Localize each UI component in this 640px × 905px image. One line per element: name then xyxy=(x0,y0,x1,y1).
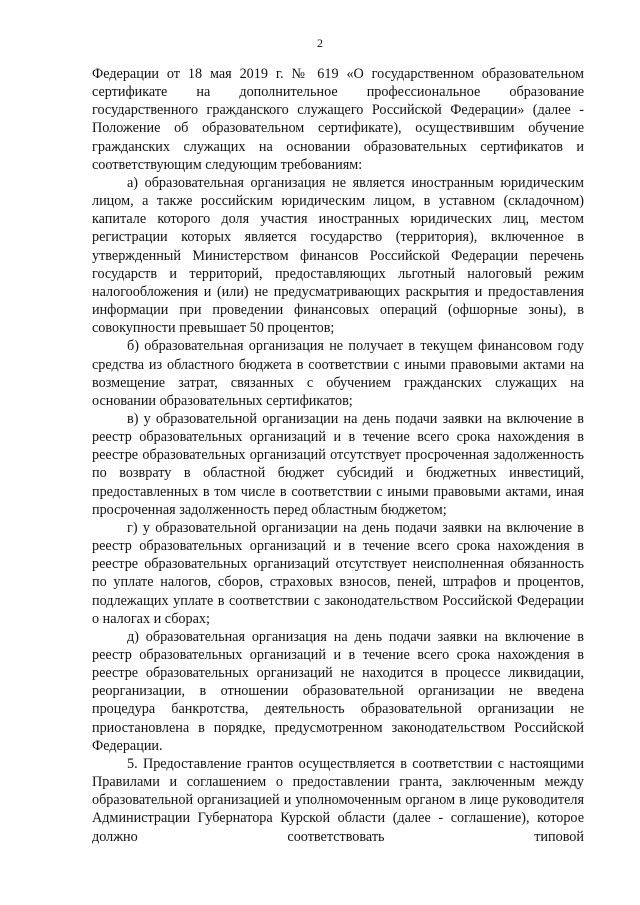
paragraph-item-v: в) у образовательной организации на день подачи заявки на включение в реестр образовательных организаций и в течение всего срока нахождения в реестре образовательных организаций отсутствует просроченная задолженность по возврату в областной бюджет субсидий и бюджетных инвестиций, предоставленных в том числе в соответствии с иными правовыми актами, иная просроченная задолженность перед областным бюджетом; xyxy=(92,410,584,518)
paragraph-item-a: а) образовательная организация не является иностранным юридическим лицом, а также российским юридическим лицом, в уставном (складочном) капитале которого доля участия иностранных юридических лиц, местом регистрации которых является государство (территория), включенное в утвержденный Министерством финансов Российской Федерации перечень государств и территорий, предоставляющих льготный налоговый режим налогообложения и (или) не предусматривающих раскрытия и предоставления информации при проведении финансовых операций (офшорные зоны), в совокупности превышает 50 процентов; xyxy=(92,174,584,337)
paragraph-item-g: г) у образовательной организации на день подачи заявки на включение в реестр образовательных организаций и в течение всего срока нахождения в реестре образовательных организаций отсутствует неисполненная обязанность по уплате налогов, сборов, страховых взносов, пеней, штрафов и процентов, подлежащих уплате в соответствии с законодательством Российской Федерации о налогах и сборах; xyxy=(92,519,584,627)
paragraph-item-d: д) образовательная организация на день подачи заявки на включение в реестр образовательных организаций и в течение всего срока нахождения в реестре образовательных организаций не находится в процессе ликвидации, реорганизации, в отношении образовательной организации не введена процедура банкротства, деятельность образовательной организации не приостановлена в порядке, предусмотренном законодательством Российской Федерации. xyxy=(92,628,584,754)
paragraph-section-5: 5. Предоставление грантов осуществляется в соответствии с настоящими Правилами и соглашением о предоставлении гранта, заключенным между образовательной организацией и уполномоченным органом в лице руководителя Администрации Губернатора Курской области (далее - соглашение), которое должно соответствовать типовой xyxy=(92,755,584,845)
paragraph-intro: Федерации от 18 мая 2019 г. № 619 «О государственном образовательном сертификате на дополнительное профессиональное образование государственного гражданского служащего Российской Федерации» (далее - Положение об образовательном сертификате), осуществившим обучение гражданских служащих на основании образовательных сертификатов и соответствующим следующим требованиям: xyxy=(92,66,584,173)
document-body xyxy=(92,65,584,846)
paragraph-item-b: б) образовательная организация не получает в текущем финансовом году средства из областного бюджета в соответствии с иными правовыми актами на возмещение затрат, связанных с обучением гражданских служащих на основании образовательных сертификатов; xyxy=(92,338,584,409)
page-number: 2 xyxy=(317,36,323,50)
